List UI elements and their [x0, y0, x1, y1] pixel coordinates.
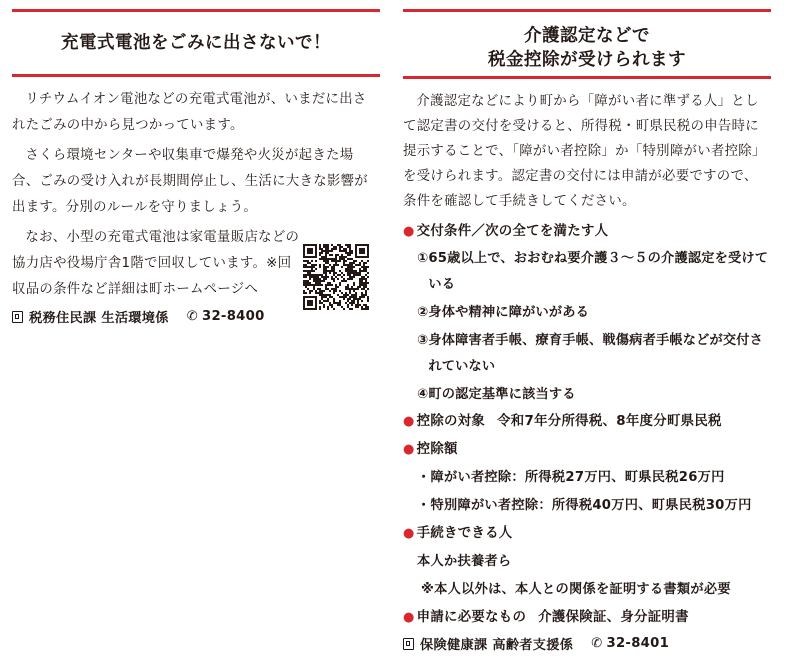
needs-label: 申請に必要なもの	[416, 610, 527, 625]
target-label: 控除の対象	[416, 414, 486, 429]
bullet-icon: ●	[403, 224, 415, 239]
paragraph: さくら環境センターや収集車で爆発や火災が起きた場合、ごみの受け入れが長期間停止し、生活に大きな影響が出ます。分別のルールを守りましょう。	[12, 148, 368, 215]
article-title: 充電式電池をごみに出さないで！	[61, 33, 331, 53]
conditions-title: 交付条件／次の全てを満たす人	[416, 224, 609, 239]
intro-paragraph: 介護認定などにより町から「障がい者に準ずる人」として認定書の交付を受けると、所得税・町県民税の申告時に提示することで、「障がい者控除」か「特別障がい者控除」を受けられます。認定書の交付には申請が必要ですので、条件を確認して手続きしてください。	[403, 94, 766, 209]
needs-value: 介護保険証、身分証明書	[538, 610, 689, 625]
needs-row	[403, 604, 771, 632]
phone-icon: ✆	[591, 636, 603, 651]
item-text: 65歳以上で、おおむね要介護３～５の介護認定を受けている	[428, 251, 769, 292]
paragraph: なお、小型の充電式電池は家電量販店などの協力店や役場庁舎1階で回収しています。※回収品の条件など詳細は町ホームページへ	[12, 230, 300, 297]
amount-title: 控除額	[416, 442, 458, 457]
office-icon	[403, 638, 414, 650]
conditions-heading	[403, 218, 771, 246]
title-line-1: 介護認定などで	[524, 26, 650, 46]
who-note: ※本人以外は、本人との関係を証明する書類が必要	[421, 582, 731, 597]
target-value: 令和7年分所得税、8年度分町県民税	[497, 414, 722, 429]
amount-heading	[403, 436, 771, 464]
item-number: ④	[417, 387, 429, 402]
right-article	[403, 0, 771, 653]
list-item	[403, 246, 771, 298]
amount-item: ・障がい者控除：所得税27万円、町県民税26万円	[417, 470, 725, 485]
conditions-list	[403, 246, 771, 408]
amount-item: ・特別障がい者控除：所得税40万円、町県民税30万円	[417, 498, 752, 513]
item-number: ②	[417, 305, 429, 320]
who-heading	[403, 520, 771, 548]
article-title	[403, 12, 771, 76]
paragraph: リチウムイオン電池などの充電式電池が、いまだに出されたごみの中から見つかっています。	[12, 92, 367, 133]
item-number: ①	[417, 251, 429, 266]
item-text: 身体や精神に障がいがある	[428, 305, 590, 320]
item-number: ③	[417, 333, 429, 348]
list-item	[403, 300, 771, 326]
qr-code-icon[interactable]	[303, 244, 369, 310]
item-text: 身体障害者手帳、療育手帳、戦傷病者手帳などが交付されていない	[428, 333, 764, 374]
target-row	[403, 408, 771, 436]
bullet-icon: ●	[403, 526, 415, 541]
bullet-icon: ●	[403, 442, 415, 457]
item-text: 町の認定基準に該当する	[428, 387, 576, 402]
who-title: 手続きできる人	[416, 526, 513, 541]
who-value: 本人か扶養者ら	[417, 554, 512, 569]
bullet-icon: ●	[403, 414, 415, 429]
phone-icon: ✆	[186, 309, 198, 324]
contact-office: 税務住民課 生活環境係	[29, 311, 169, 326]
office-icon	[12, 311, 23, 323]
contact-line	[403, 634, 771, 653]
bullet-icon: ●	[403, 610, 415, 625]
contact-phone: 32-8401	[606, 636, 670, 651]
contact-phone: 32-8400	[201, 309, 265, 324]
title-line-2: 税金控除が受けられます	[488, 50, 686, 70]
list-item	[403, 328, 771, 380]
contact-office: 保険健康課 高齢者支援係	[420, 638, 574, 653]
list-item	[403, 382, 771, 408]
